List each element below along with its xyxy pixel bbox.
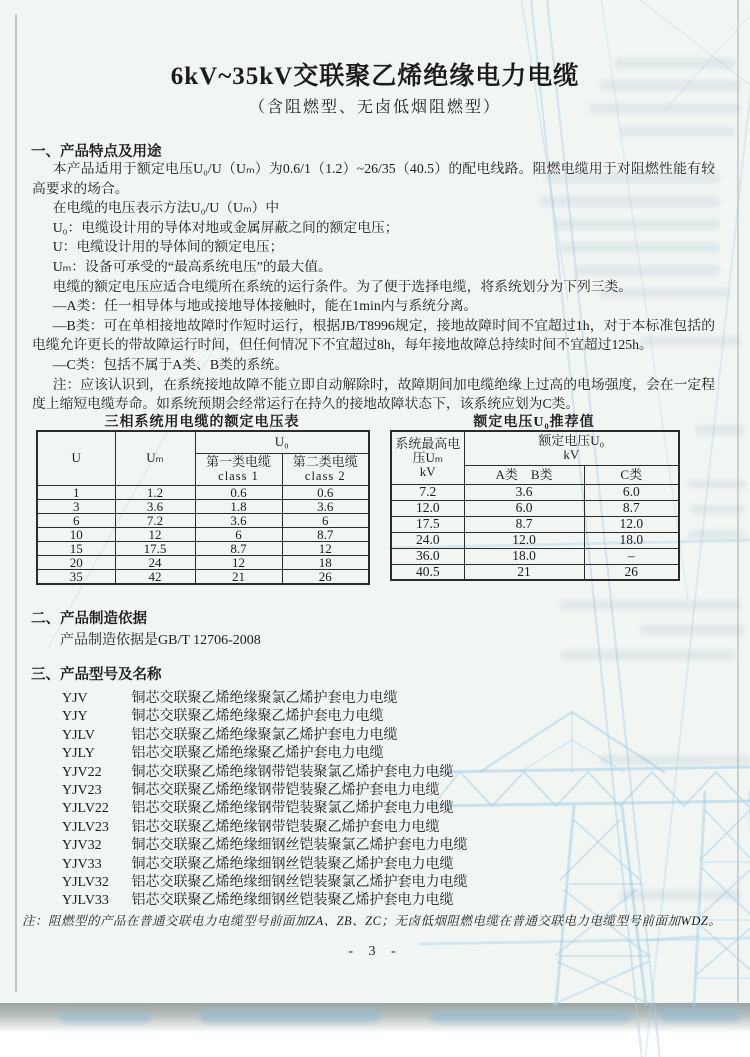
- right-table-title: 额定电压U₀推荐值: [473, 415, 595, 430]
- cell: 36.0: [391, 548, 464, 564]
- cell: 24.0: [391, 532, 464, 548]
- page-number: - 3 -: [348, 944, 402, 959]
- cell: 12.0: [584, 516, 679, 532]
- cell: 3.6: [464, 484, 584, 500]
- col-header-system-um: [391, 431, 464, 484]
- model-code: YJLV: [62, 727, 95, 743]
- table-row: [391, 564, 679, 580]
- section2-heading: 二、产品制造依据: [31, 611, 147, 627]
- class1-cn: 第一类电缆: [205, 454, 271, 469]
- cell: 12: [195, 555, 282, 569]
- cell: 26: [282, 569, 369, 584]
- cell: 1.8: [195, 499, 282, 513]
- model-code: YJLV32: [62, 874, 109, 890]
- cell: 17.5: [115, 541, 195, 555]
- paragraph: U：电缆设计用的导体间的额定电压；: [52, 239, 284, 255]
- table-row: [37, 485, 369, 499]
- paragraph: Uₘ：设备可承受的“最高系统电压”的最大值。: [52, 258, 332, 274]
- table-row: [37, 513, 369, 527]
- model-code: YJLV22: [62, 801, 109, 817]
- cell: 7.2: [391, 484, 464, 500]
- model-code: YJV23: [62, 782, 102, 798]
- footnote: 注：阻燃型的产品在普通交联电力电缆型号前面加ZA、ZB、ZC；无卤低烟阻燃电缆在普通交联电力电缆型号前面加WDZ。: [22, 914, 722, 928]
- list-item: [62, 797, 662, 815]
- page-title: 6kV~35kV交联聚乙烯绝缘电力电缆: [170, 63, 580, 90]
- cell: 12: [115, 527, 195, 541]
- cell: 26: [584, 564, 679, 580]
- model-name: 铝芯交联聚乙烯绝缘钢带铠装聚乙烯护套电力电缆: [131, 819, 440, 835]
- list-item: [62, 816, 662, 834]
- paragraph: —C类：包括不属于A类、B类的系统。: [52, 356, 289, 372]
- section2-body: 产品制造依据是GB/T 12706-2008: [60, 633, 261, 648]
- cell: 0.6: [195, 485, 282, 499]
- table-row: [37, 569, 369, 584]
- cell: 6.0: [464, 500, 584, 516]
- cell: 35: [37, 569, 115, 584]
- system-um-unit: kV: [419, 463, 436, 479]
- table-row: [391, 516, 679, 532]
- model-code: YJV22: [62, 764, 102, 780]
- model-code: YJLV33: [62, 893, 109, 909]
- cell: 10: [37, 527, 115, 541]
- paragraph: —A类：任一相导体与地或接地导体接触时，能在1min内与系统分离。: [52, 298, 478, 314]
- cell: 18.0: [584, 532, 679, 548]
- model-code: YJV: [62, 691, 88, 706]
- cell: 12.0: [464, 532, 584, 548]
- list-item: [62, 779, 662, 797]
- model-code: YJLY: [62, 746, 95, 762]
- cell: 1: [37, 485, 115, 499]
- col-header-u: U: [37, 431, 115, 485]
- table-row: [391, 532, 679, 548]
- cell: 3: [37, 499, 115, 513]
- cell: 7.2: [115, 513, 195, 527]
- class2-cn: 第二类电缆: [292, 454, 358, 469]
- paragraph: U₀：电缆设计用的导体对地或金属屏蔽之间的额定电压；: [52, 219, 399, 235]
- list-item: [62, 853, 662, 871]
- cell: 12.0: [391, 500, 464, 516]
- list-item: [62, 889, 662, 907]
- cell: 42: [115, 569, 195, 584]
- model-code: YJY: [62, 709, 88, 725]
- table-row: [391, 548, 679, 564]
- cell: 3.6: [195, 513, 282, 527]
- col-header-u0-group: U₀: [195, 431, 369, 453]
- cell: 21: [464, 564, 584, 580]
- cell: 6.0: [584, 484, 679, 500]
- cell: 18: [282, 555, 369, 569]
- col-header-um: Uₘ: [115, 431, 195, 485]
- cell: 8.7: [282, 527, 369, 541]
- three-phase-rated-voltage-table: [36, 430, 370, 585]
- cell: 0.6: [282, 485, 369, 499]
- left-table-title: 三相系统用电缆的额定电压表: [104, 415, 300, 430]
- col-header-class-c: C类: [584, 465, 679, 484]
- model-name: 铜芯交联聚乙烯绝缘聚氯乙烯护套电力电缆: [131, 691, 398, 706]
- model-code: YJV32: [62, 838, 102, 854]
- paragraph: —B类：可在单相接地故障时作短时运行，根据JB/T8996规定，接地故障时间不宜超过1h，对于本标准包括的电缆允许更长的带故障运行时间，但任何情况下不宜超过8h，每年接地故障总持续时间不宜超过125h。: [32, 317, 715, 353]
- model-name: 铜芯交联聚乙烯绝缘钢带铠装聚乙烯护套电力电缆: [131, 782, 440, 798]
- model-name: 铝芯交联聚乙烯绝缘聚氯乙烯护套电力电缆: [131, 727, 398, 743]
- cell: 18.0: [464, 548, 584, 564]
- cell: –: [584, 548, 679, 564]
- cell: 24: [115, 555, 195, 569]
- list-item: [62, 871, 662, 889]
- cell: 40.5: [391, 564, 464, 580]
- list-item: [62, 705, 662, 723]
- cell: 1.2: [115, 485, 195, 499]
- col-header-class-ab: A类 B类: [464, 465, 584, 484]
- cell: 15: [37, 541, 115, 555]
- page-subtitle: （含阻燃型、无卤低烟阻燃型）: [248, 99, 501, 116]
- u0-group-label: 额定电压U₀: [538, 433, 605, 449]
- paragraph: 电缆的额定电压应适合电缆所在系统的运行条件。为了便于选择电缆，将系统划分为下列三类。: [52, 278, 633, 294]
- table-row: [37, 541, 369, 555]
- class2-en: class 2: [304, 469, 346, 483]
- paragraph: 在电缆的电压表示方法U₀/U（Uₘ）中: [52, 200, 280, 216]
- model-name: 铜芯交联聚乙烯绝缘细钢丝铠装聚氯乙烯护套电力电缆: [131, 838, 468, 854]
- cell: 6: [37, 513, 115, 527]
- recommended-u0-table: [390, 430, 680, 581]
- col-header-u0-group: [464, 431, 679, 465]
- list-item: [62, 834, 662, 852]
- system-um-label: 系统最高电压Uₘ: [395, 435, 461, 465]
- cell: 8.7: [584, 500, 679, 516]
- cell: 8.7: [195, 541, 282, 555]
- table-row: [391, 484, 679, 500]
- col-header-class1: [195, 453, 282, 485]
- cell: 3.6: [282, 499, 369, 513]
- cell: 8.7: [464, 516, 584, 532]
- table-row: [37, 499, 369, 513]
- list-item: [62, 742, 662, 760]
- table-row: [37, 555, 369, 569]
- model-name: 铝芯交联聚乙烯绝缘细钢丝铠装聚氯乙烯护套电力电缆: [131, 874, 468, 890]
- cell: 21: [195, 569, 282, 584]
- section3-heading: 三、产品型号及名称: [31, 667, 162, 683]
- model-name: 铜芯交联聚乙烯绝缘聚乙烯护套电力电缆: [131, 709, 384, 725]
- section1-body: [32, 159, 715, 414]
- model-name: 铜芯交联聚乙烯绝缘钢带铠装聚氯乙烯护套电力电缆: [131, 764, 454, 780]
- model-name: 铝芯交联聚乙烯绝缘聚乙烯护套电力电缆: [131, 746, 384, 762]
- list-item: [62, 724, 662, 742]
- paragraph: 注：应该认识到，在系统接地故障不能立即自动解除时，故障期间加电缆绝缘上过高的电场强度，会在一定程度上缩短电缆寿命。如系统预期会经常运行在持久的接地故障状态下，该系统应划为C类。: [32, 376, 715, 412]
- table-row: [391, 500, 679, 516]
- model-name: 铜芯交联聚乙烯绝缘细钢丝铠装聚乙烯护套电力电缆: [131, 856, 454, 872]
- section1-heading: 一、产品特点及用途: [31, 144, 162, 160]
- list-item: [62, 687, 662, 705]
- model-code: YJLV23: [62, 819, 109, 835]
- class1-en: class 1: [218, 469, 259, 483]
- col-header-class2: [282, 453, 369, 485]
- model-name: 铝芯交联聚乙烯绝缘钢带铠装聚氯乙烯护套电力电缆: [131, 801, 454, 817]
- model-name: 铝芯交联聚乙烯绝缘细钢丝铠装聚乙烯护套电力电缆: [131, 893, 454, 909]
- paragraph: 本产品适用于额定电压U₀/U（Uₘ）为0.6/1（1.2）~26/35（40.5）的配电线路。阻燃电缆用于对阻燃性能有较高要求的场合。: [32, 161, 715, 196]
- table-row: [37, 527, 369, 541]
- cell: 12: [282, 541, 369, 555]
- cell: 20: [37, 555, 115, 569]
- cell: 6: [282, 513, 369, 527]
- cell: 3.6: [115, 499, 195, 513]
- cell: 6: [195, 527, 282, 541]
- cable-model-list: [62, 687, 662, 908]
- cell: 17.5: [391, 516, 464, 532]
- list-item: [62, 761, 662, 779]
- model-code: YJV33: [62, 856, 102, 872]
- u0-group-unit: kV: [563, 447, 580, 463]
